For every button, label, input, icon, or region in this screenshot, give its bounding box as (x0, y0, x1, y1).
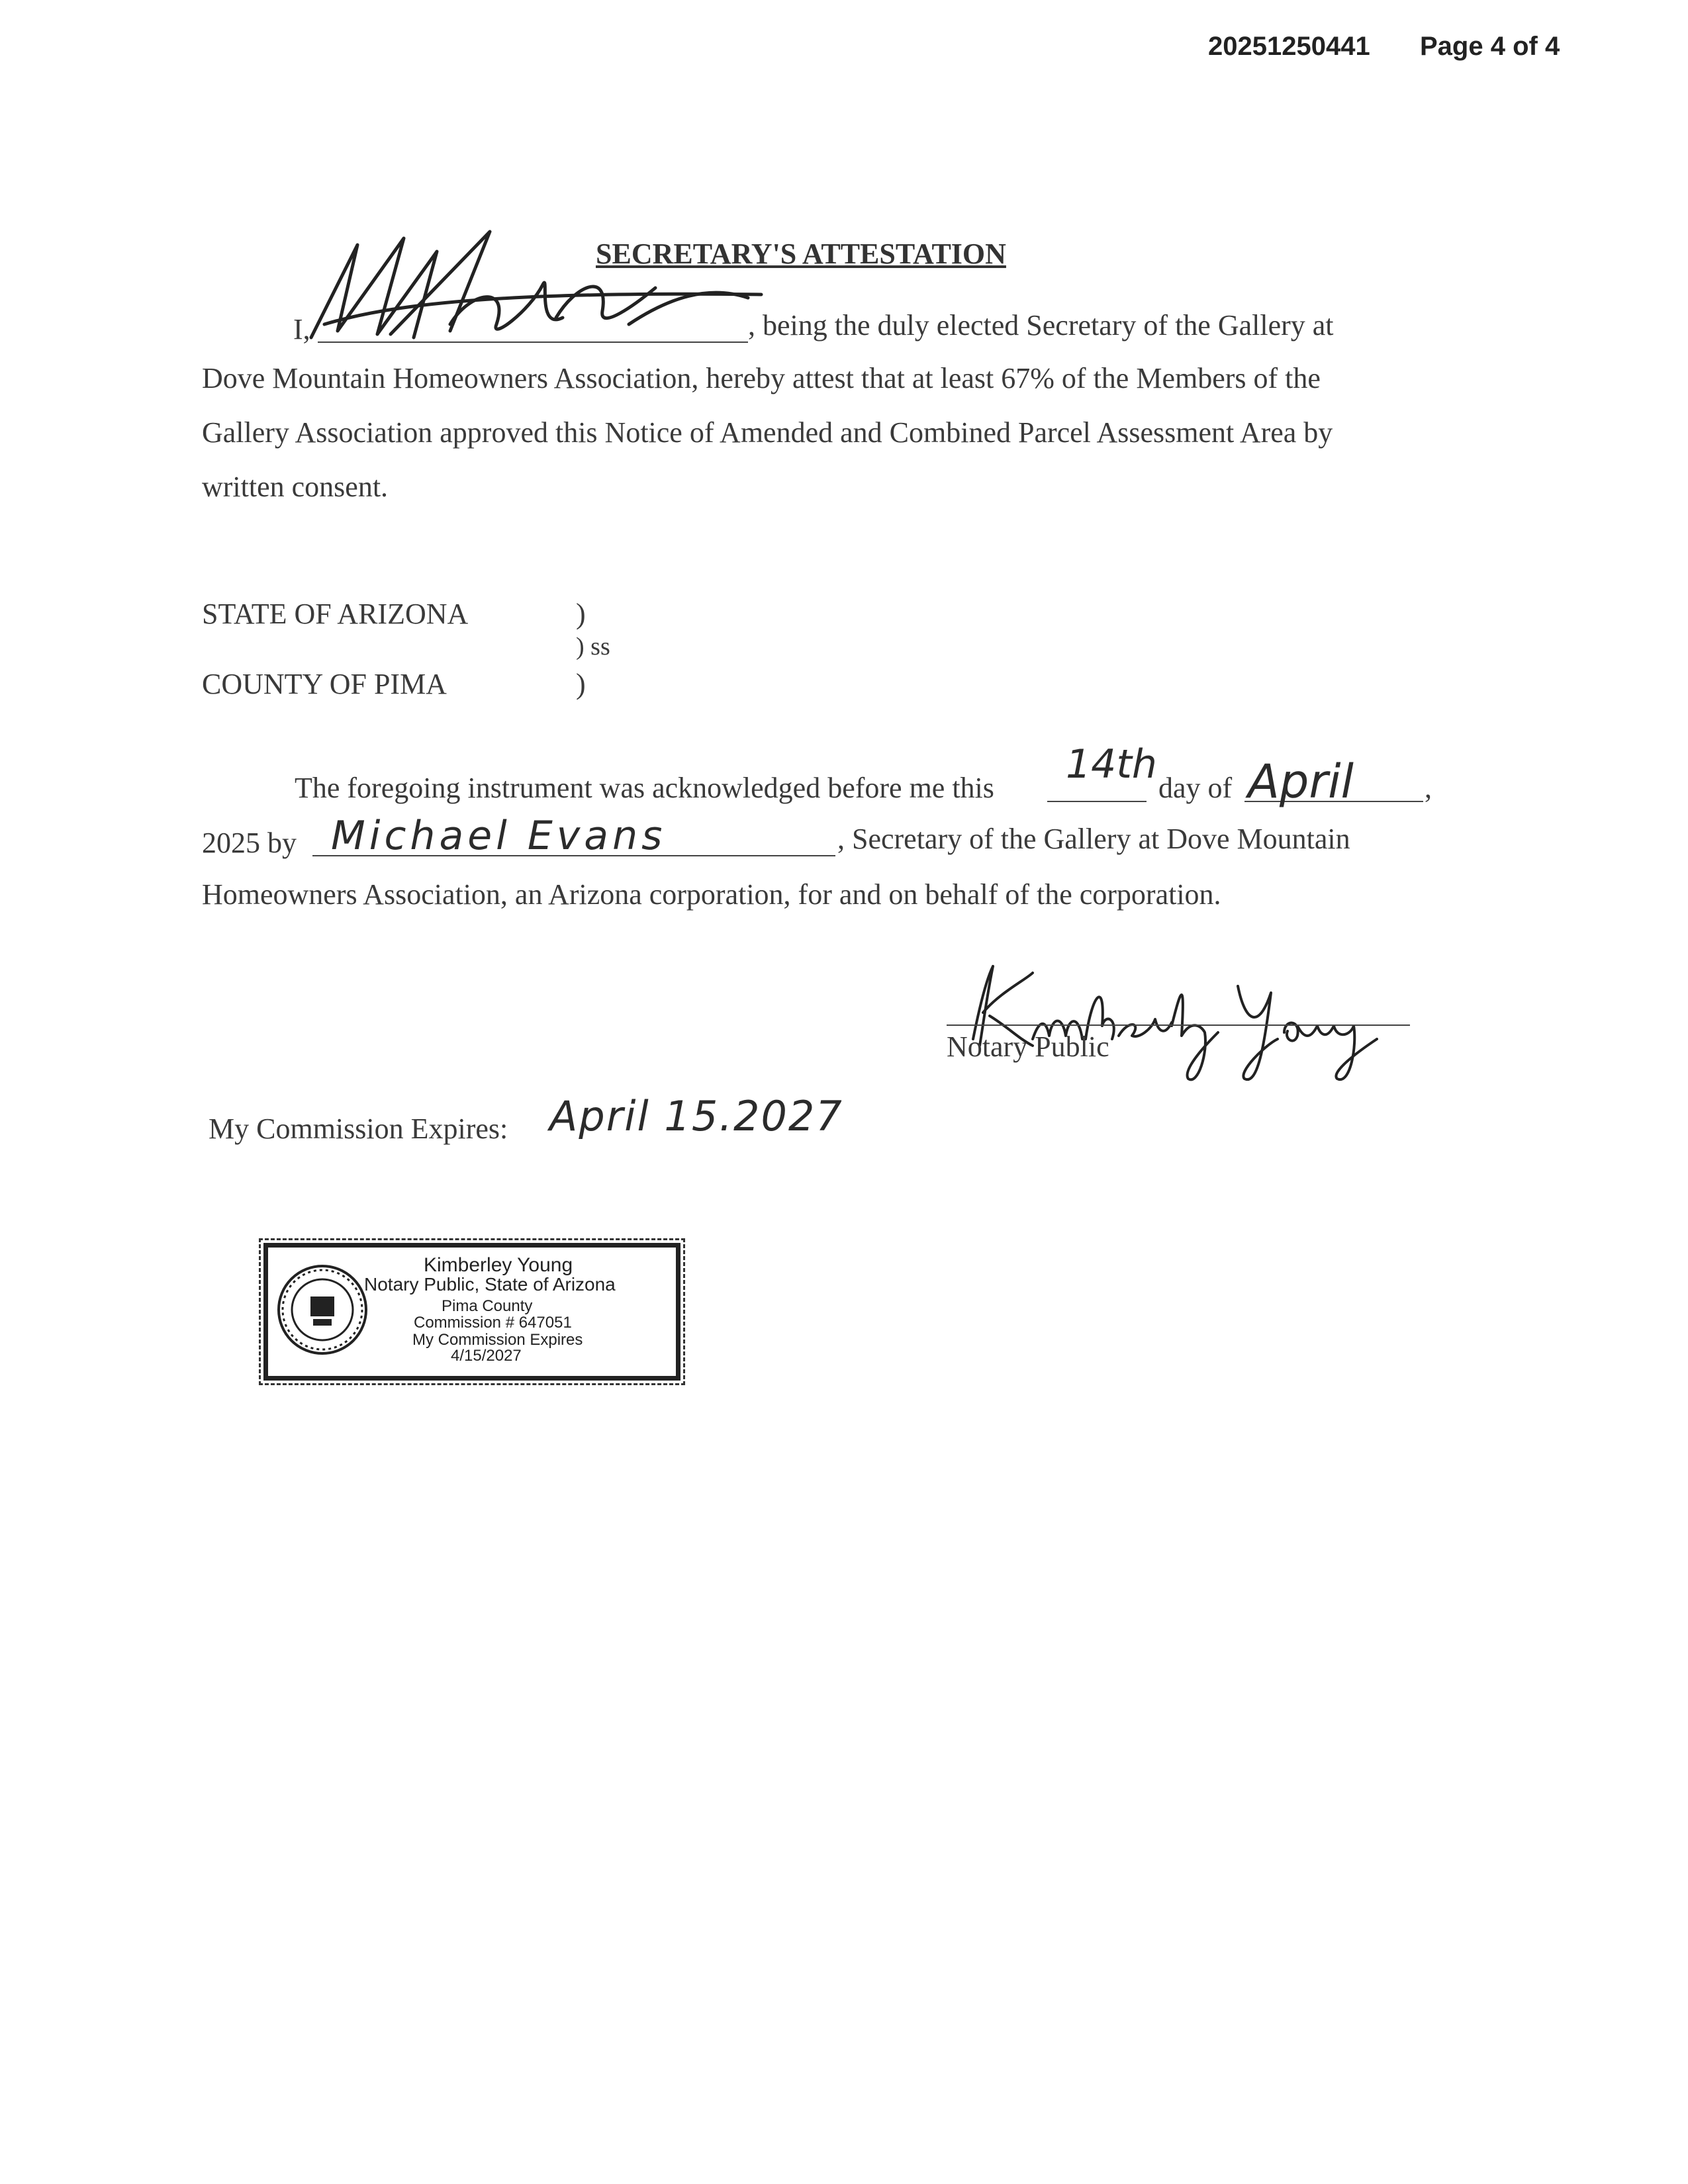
stamp-expires-label: My Commission Expires (412, 1331, 583, 1349)
secretary-signature (298, 225, 774, 351)
ack-line1-b: day of (1158, 772, 1233, 804)
commission-expires-label: My Commission Expires: (209, 1113, 508, 1145)
attestation-line1-suffix: , being the duly elected Secretary of the Gallery at (748, 309, 1334, 341)
stamp-commission: Commission # 647051 (414, 1314, 572, 1332)
notary-signature-line (947, 1024, 1410, 1026)
attestation-line3: Gallery Association approved this Notice of Amended and Combined Parcel Assessment Area by (202, 416, 1333, 449)
ack-line1-a: The foregoing instrument was acknowledged before me this (295, 772, 994, 804)
month-handwritten: April (1248, 754, 1354, 809)
venue-paren-3: ) (576, 668, 586, 700)
page-label: Page 4 of 4 (1420, 32, 1560, 61)
attestation-title: SECRETARY'S ATTESTATION (596, 238, 1006, 270)
notary-stamp (263, 1243, 680, 1381)
attestation-line2: Dove Mountain Homeowners Association, hereby attest that at least 67% of the Members of the (202, 362, 1321, 394)
ack-line2-a: 2025 by (202, 827, 297, 859)
stamp-title: Notary Public, State of Arizona (364, 1274, 616, 1295)
ack-line2-b: , Secretary of the Gallery at Dove Mountain (837, 823, 1350, 855)
venue-ss: ) ss (576, 633, 610, 660)
day-blank (1047, 801, 1147, 802)
attestation-line4: written consent. (202, 471, 389, 503)
notary-label: Notary Public (947, 1030, 1109, 1063)
stamp-expires-date: 4/15/2027 (451, 1347, 522, 1365)
venue-county: COUNTY OF PIMA (202, 668, 447, 700)
notary-signature (953, 953, 1430, 1085)
day-handwritten: 14th (1066, 741, 1157, 788)
ack-line1-end: , (1425, 772, 1432, 804)
name-handwritten: Michael Evans (331, 813, 667, 859)
stamp-name: Kimberley Young (424, 1254, 573, 1276)
attestation-line1-prefix: I, (293, 313, 310, 345)
secretary-name-blank (318, 341, 748, 343)
arizona-seal-icon (276, 1263, 369, 1356)
venue-paren-1: ) (576, 598, 586, 630)
venue-state: STATE OF ARIZONA (202, 598, 469, 630)
ack-line3: Homeowners Association, an Arizona corporation, for and on behalf of the corporation. (202, 878, 1221, 911)
commission-expires-handwritten: April 15.2027 (549, 1092, 843, 1140)
document-number: 20251250441 (1208, 32, 1370, 61)
stamp-county: Pima County (442, 1297, 533, 1315)
